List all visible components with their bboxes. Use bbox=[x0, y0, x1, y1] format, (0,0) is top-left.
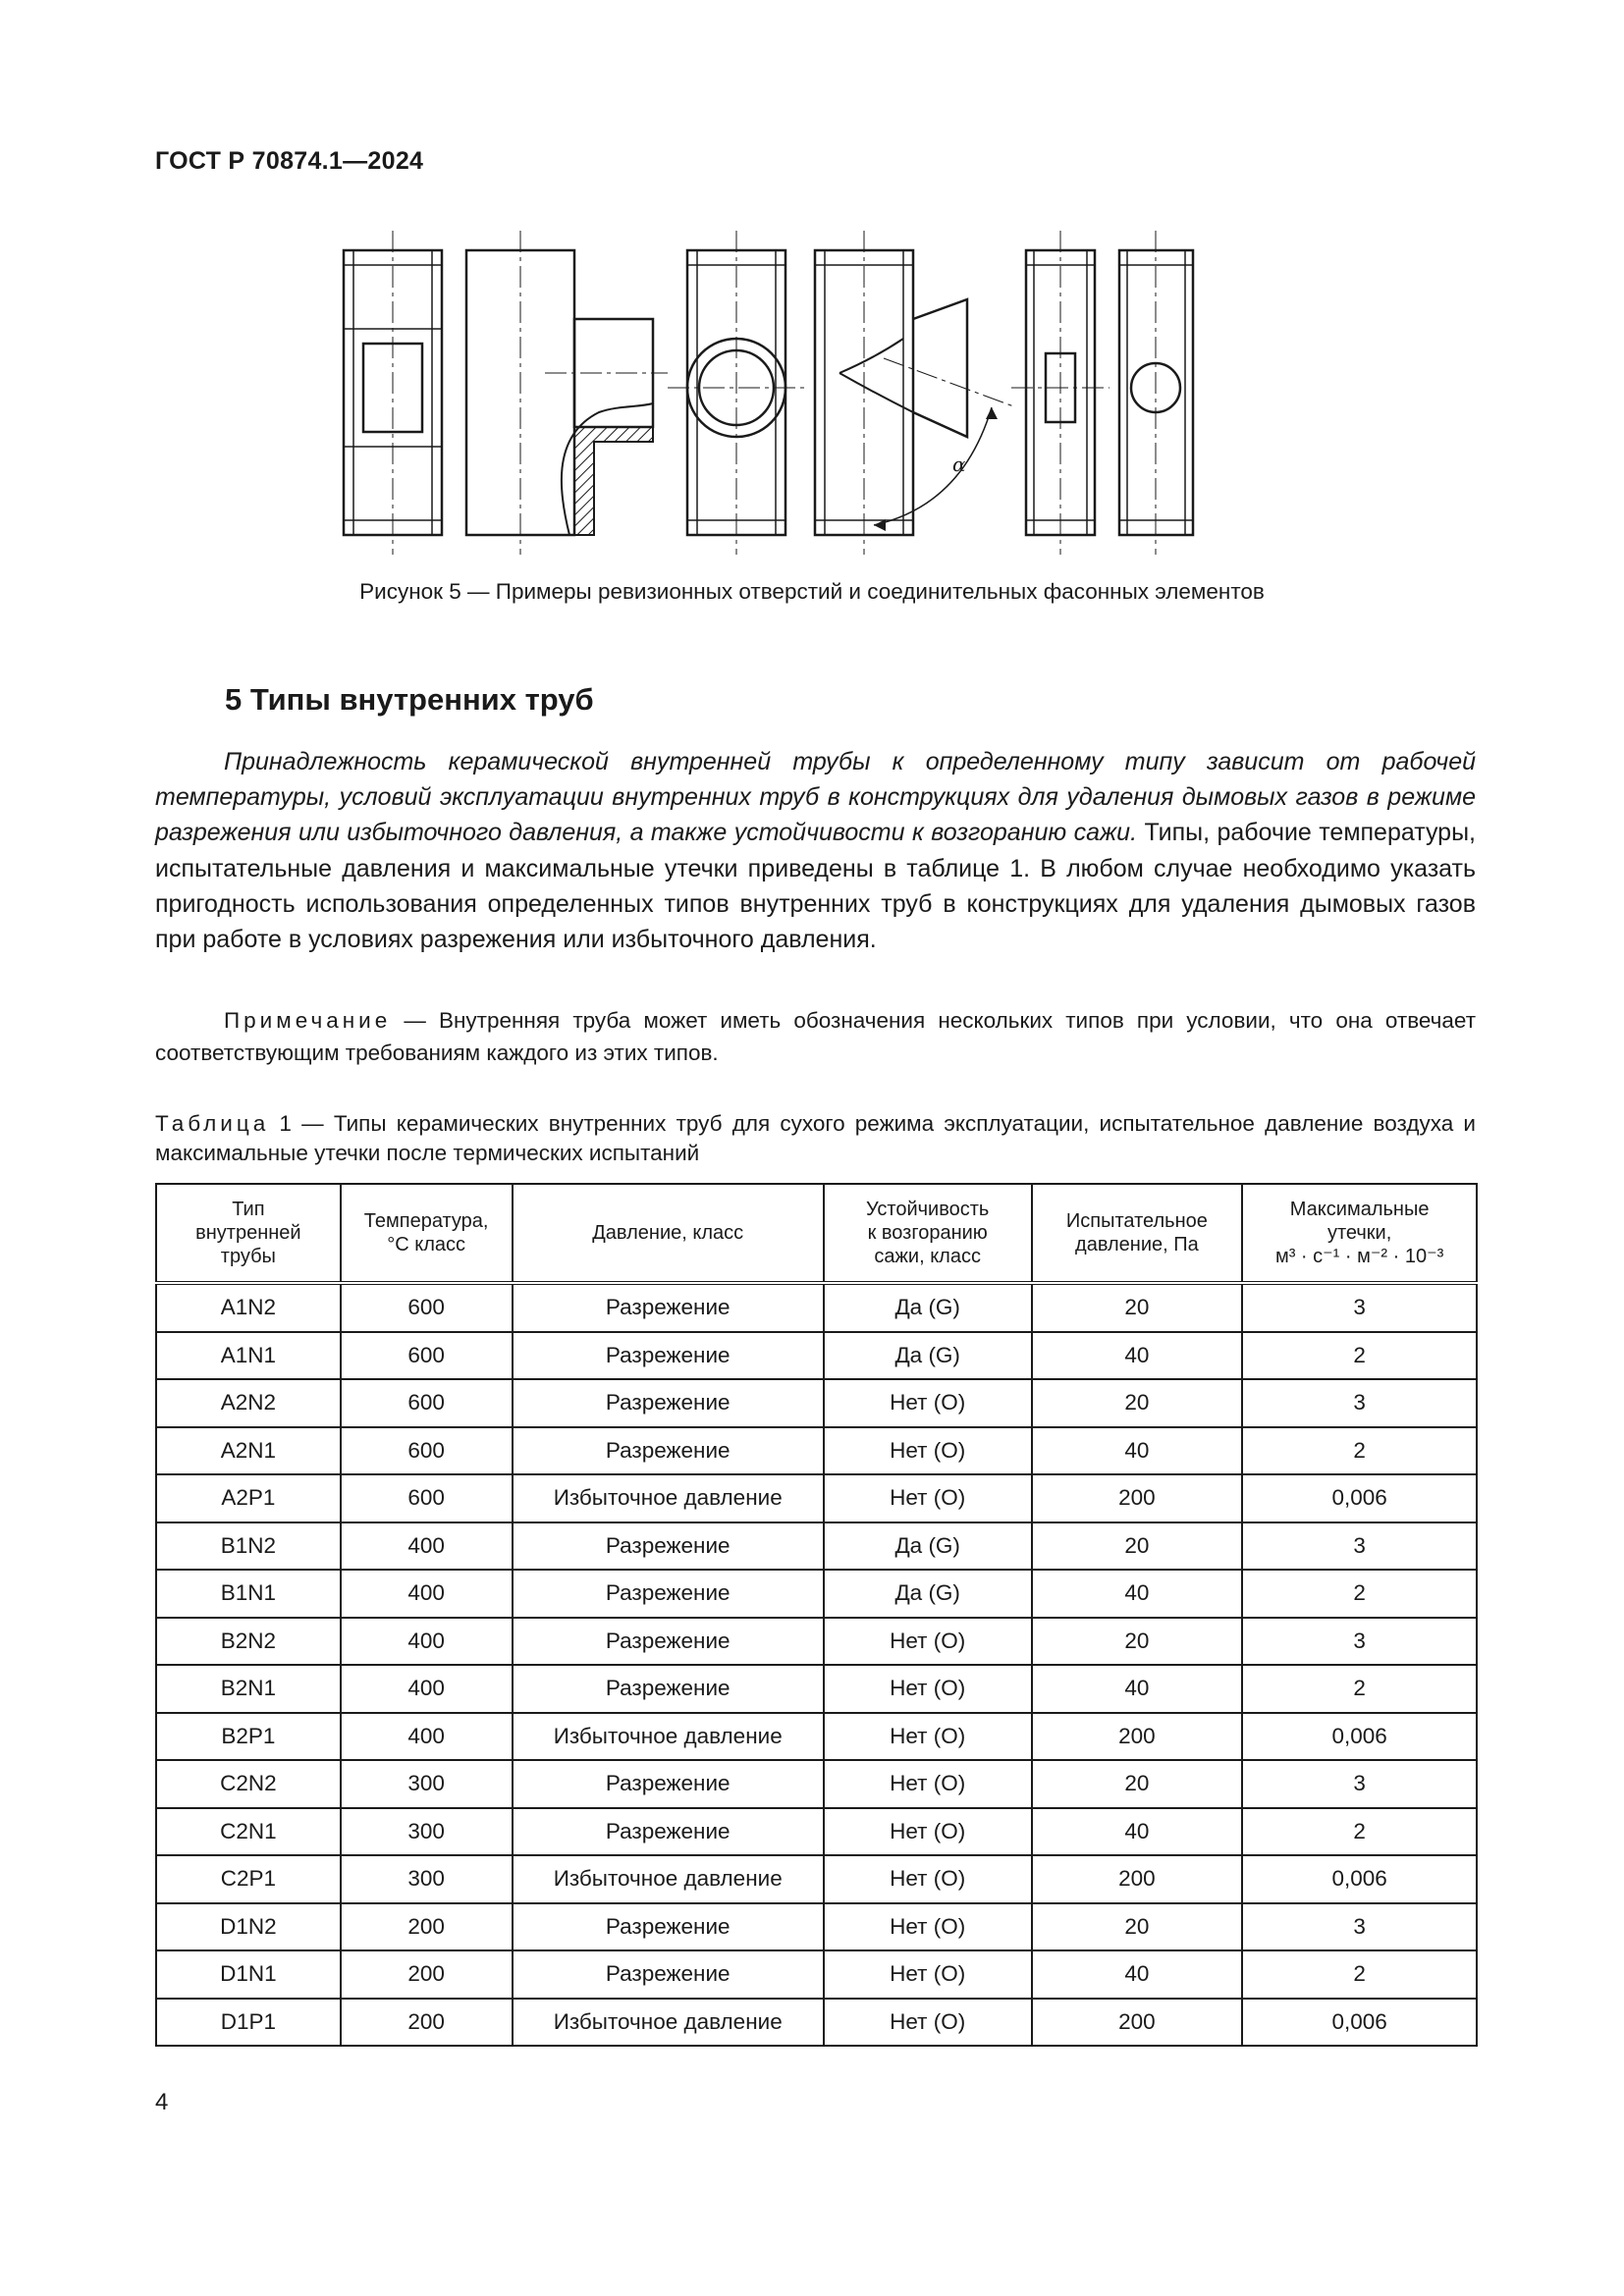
cell-temperature: 400 bbox=[341, 1618, 513, 1666]
angle-alpha-label: α bbox=[952, 453, 966, 476]
cell-temperature: 300 bbox=[341, 1855, 513, 1903]
cell-soot-class: Нет (O) bbox=[824, 1665, 1032, 1713]
cell-type: B1N1 bbox=[156, 1570, 341, 1618]
cell-test-pressure: 40 bbox=[1032, 1427, 1243, 1475]
cell-soot-class: Да (G) bbox=[824, 1332, 1032, 1380]
cell-pressure-class: Разрежение bbox=[513, 1760, 824, 1808]
document-code: ГОСТ Р 70874.1—2024 bbox=[155, 147, 424, 175]
cell-soot-class: Нет (O) bbox=[824, 1950, 1032, 1999]
cell-temperature: 400 bbox=[341, 1522, 513, 1571]
cell-test-pressure: 200 bbox=[1032, 1474, 1243, 1522]
table-row bbox=[156, 1855, 1477, 1903]
header-max-leakage: Максимальные утечки, м³ · с⁻¹ · м⁻² · 10⁻³ bbox=[1242, 1184, 1477, 1283]
cell-leakage: 3 bbox=[1242, 1522, 1477, 1571]
cell-leakage: 0,006 bbox=[1242, 1855, 1477, 1903]
body-paragraph bbox=[155, 744, 1476, 957]
cell-type: B2P1 bbox=[156, 1713, 341, 1761]
cell-type: C2N2 bbox=[156, 1760, 341, 1808]
cell-pressure-class: Разрежение bbox=[513, 1332, 824, 1380]
table-row bbox=[156, 1283, 1477, 1332]
cell-type: D1N2 bbox=[156, 1903, 341, 1951]
body-italic-text: Принадлежность керамической внутренней трубы к определенному типу зависит от рабочей температуры, условий эксплуатации внутренних труб в конструкциях для удаления дымовых газов в режиме разрежения или избыточного давления, а также устойчивости к возгоранию сажи. bbox=[155, 748, 1476, 847]
cell-soot-class: Нет (O) bbox=[824, 1808, 1032, 1856]
cell-type: C2P1 bbox=[156, 1855, 341, 1903]
cell-soot-class: Нет (O) bbox=[824, 1427, 1032, 1475]
pipe-rect-opening bbox=[344, 231, 442, 555]
figure-caption: Рисунок 5 — Примеры ревизионных отверстий и соединительных фасонных элементов bbox=[359, 579, 1265, 604]
table-row bbox=[156, 1999, 1477, 2047]
cell-leakage: 2 bbox=[1242, 1570, 1477, 1618]
cell-leakage: 2 bbox=[1242, 1808, 1477, 1856]
tee-section bbox=[466, 231, 668, 555]
cell-soot-class: Нет (O) bbox=[824, 1760, 1032, 1808]
figure-5-drawing bbox=[314, 231, 1198, 555]
table-row bbox=[156, 1570, 1477, 1618]
cell-soot-class: Нет (O) bbox=[824, 1713, 1032, 1761]
cell-leakage: 2 bbox=[1242, 1665, 1477, 1713]
table-row bbox=[156, 1522, 1477, 1571]
cell-test-pressure: 200 bbox=[1032, 1855, 1243, 1903]
cell-leakage: 3 bbox=[1242, 1283, 1477, 1332]
cell-soot-class: Нет (O) bbox=[824, 1903, 1032, 1951]
section-title: 5 Типы внутренних труб bbox=[225, 682, 594, 717]
cell-leakage: 0,006 bbox=[1242, 1474, 1477, 1522]
cell-soot-class: Нет (O) bbox=[824, 1618, 1032, 1666]
angled-branch bbox=[815, 231, 1016, 555]
cell-soot-class: Да (G) bbox=[824, 1570, 1032, 1618]
cell-test-pressure: 200 bbox=[1032, 1999, 1243, 2047]
cell-type: A2P1 bbox=[156, 1474, 341, 1522]
pipe-small-rect bbox=[1011, 231, 1110, 555]
cell-temperature: 200 bbox=[341, 1903, 513, 1951]
header-test-pressure: Испытательное давление, Па bbox=[1032, 1184, 1243, 1283]
table-row bbox=[156, 1713, 1477, 1761]
table-row bbox=[156, 1427, 1477, 1475]
cell-type: A2N2 bbox=[156, 1379, 341, 1427]
cell-pressure-class: Разрежение bbox=[513, 1808, 824, 1856]
table-title-label: Таблица bbox=[155, 1111, 270, 1136]
cell-type: B2N2 bbox=[156, 1618, 341, 1666]
table-row bbox=[156, 1474, 1477, 1522]
cell-test-pressure: 20 bbox=[1032, 1379, 1243, 1427]
cell-pressure-class: Избыточное давление bbox=[513, 1855, 824, 1903]
cell-temperature: 400 bbox=[341, 1665, 513, 1713]
cell-pressure-class: Разрежение bbox=[513, 1522, 824, 1571]
pipe-types-table bbox=[155, 1183, 1478, 2047]
cell-leakage: 0,006 bbox=[1242, 1999, 1477, 2047]
cell-temperature: 600 bbox=[341, 1332, 513, 1380]
cell-pressure-class: Разрежение bbox=[513, 1950, 824, 1999]
cell-temperature: 200 bbox=[341, 1950, 513, 1999]
cell-type: A2N1 bbox=[156, 1427, 341, 1475]
cell-temperature: 300 bbox=[341, 1760, 513, 1808]
table-row bbox=[156, 1379, 1477, 1427]
page-number: 4 bbox=[155, 2089, 169, 2115]
cell-pressure-class: Разрежение bbox=[513, 1570, 824, 1618]
cell-test-pressure: 20 bbox=[1032, 1760, 1243, 1808]
cell-temperature: 400 bbox=[341, 1570, 513, 1618]
cell-test-pressure: 20 bbox=[1032, 1522, 1243, 1571]
pipe-elements-svg bbox=[314, 231, 1198, 555]
cell-type: C2N1 bbox=[156, 1808, 341, 1856]
cell-pressure-class: Избыточное давление bbox=[513, 1999, 824, 2047]
cell-leakage: 3 bbox=[1242, 1618, 1477, 1666]
cell-pressure-class: Разрежение bbox=[513, 1283, 824, 1332]
cell-leakage: 3 bbox=[1242, 1379, 1477, 1427]
cell-pressure-class: Избыточное давление bbox=[513, 1713, 824, 1761]
cell-test-pressure: 40 bbox=[1032, 1665, 1243, 1713]
cell-soot-class: Нет (O) bbox=[824, 1474, 1032, 1522]
cell-pressure-class: Разрежение bbox=[513, 1665, 824, 1713]
cell-leakage: 3 bbox=[1242, 1903, 1477, 1951]
body-regular-text: Типы, рабочие температуры, испытательные давления и максимальные утечки приведены в таблице 1. В любом случае необходимо указать пригодность использования определенных типов внутренних труб в конструкциях для удаления дымовых газов при работе в условиях разрежения или избыточного давления. bbox=[155, 819, 1476, 954]
cell-soot-class: Нет (O) bbox=[824, 1379, 1032, 1427]
cell-test-pressure: 20 bbox=[1032, 1283, 1243, 1332]
note-paragraph bbox=[155, 1005, 1476, 1069]
cell-test-pressure: 40 bbox=[1032, 1950, 1243, 1999]
pipe-small-circle bbox=[1119, 231, 1193, 555]
cell-soot-class: Да (G) bbox=[824, 1283, 1032, 1332]
table-row bbox=[156, 1332, 1477, 1380]
cell-temperature: 600 bbox=[341, 1379, 513, 1427]
note-label: Примечание bbox=[224, 1008, 392, 1033]
cell-pressure-class: Разрежение bbox=[513, 1379, 824, 1427]
pipe-circle-opening bbox=[668, 231, 805, 555]
cell-test-pressure: 40 bbox=[1032, 1332, 1243, 1380]
cell-type: B2N1 bbox=[156, 1665, 341, 1713]
table-row bbox=[156, 1665, 1477, 1713]
cell-leakage: 3 bbox=[1242, 1760, 1477, 1808]
note-text: — Внутренняя труба может иметь обозначения нескольких типов при условии, что она отвечает соответствующим требованиям каждого из этих типов. bbox=[155, 1008, 1476, 1065]
table-header-row bbox=[156, 1184, 1477, 1283]
header-temperature: Температура, °С класс bbox=[341, 1184, 513, 1283]
cell-pressure-class: Разрежение bbox=[513, 1618, 824, 1666]
cell-type: A1N2 bbox=[156, 1283, 341, 1332]
cell-type: D1P1 bbox=[156, 1999, 341, 2047]
cell-test-pressure: 40 bbox=[1032, 1808, 1243, 1856]
table-title-text: 1 — Типы керамических внутренних труб для сухого режима эксплуатации, испытательное давление воздуха и максимальные утечки после термических испытаний bbox=[155, 1111, 1476, 1165]
cell-leakage: 2 bbox=[1242, 1427, 1477, 1475]
cell-leakage: 0,006 bbox=[1242, 1713, 1477, 1761]
cell-type: B1N2 bbox=[156, 1522, 341, 1571]
cell-test-pressure: 20 bbox=[1032, 1903, 1243, 1951]
cell-soot-class: Нет (O) bbox=[824, 1855, 1032, 1903]
cell-temperature: 400 bbox=[341, 1713, 513, 1761]
cell-temperature: 600 bbox=[341, 1283, 513, 1332]
cell-temperature: 300 bbox=[341, 1808, 513, 1856]
cell-soot-class: Да (G) bbox=[824, 1522, 1032, 1571]
cell-type: D1N1 bbox=[156, 1950, 341, 1999]
table-row bbox=[156, 1760, 1477, 1808]
cell-pressure-class: Разрежение bbox=[513, 1903, 824, 1951]
cell-temperature: 600 bbox=[341, 1427, 513, 1475]
header-soot-resistance: Устойчивость к возгоранию сажи, класс bbox=[824, 1184, 1032, 1283]
table-row bbox=[156, 1950, 1477, 1999]
cell-leakage: 2 bbox=[1242, 1332, 1477, 1380]
header-type: Тип внутренней трубы bbox=[156, 1184, 341, 1283]
table-row bbox=[156, 1618, 1477, 1666]
cell-leakage: 2 bbox=[1242, 1950, 1477, 1999]
table-title bbox=[155, 1109, 1476, 1168]
cell-temperature: 200 bbox=[341, 1999, 513, 2047]
header-pressure: Давление, класс bbox=[513, 1184, 824, 1283]
cell-pressure-class: Разрежение bbox=[513, 1427, 824, 1475]
cell-test-pressure: 20 bbox=[1032, 1618, 1243, 1666]
cell-test-pressure: 200 bbox=[1032, 1713, 1243, 1761]
table-row bbox=[156, 1808, 1477, 1856]
cell-type: A1N1 bbox=[156, 1332, 341, 1380]
cell-temperature: 600 bbox=[341, 1474, 513, 1522]
cell-pressure-class: Избыточное давление bbox=[513, 1474, 824, 1522]
cell-soot-class: Нет (O) bbox=[824, 1999, 1032, 2047]
cell-test-pressure: 40 bbox=[1032, 1570, 1243, 1618]
table-row bbox=[156, 1903, 1477, 1951]
